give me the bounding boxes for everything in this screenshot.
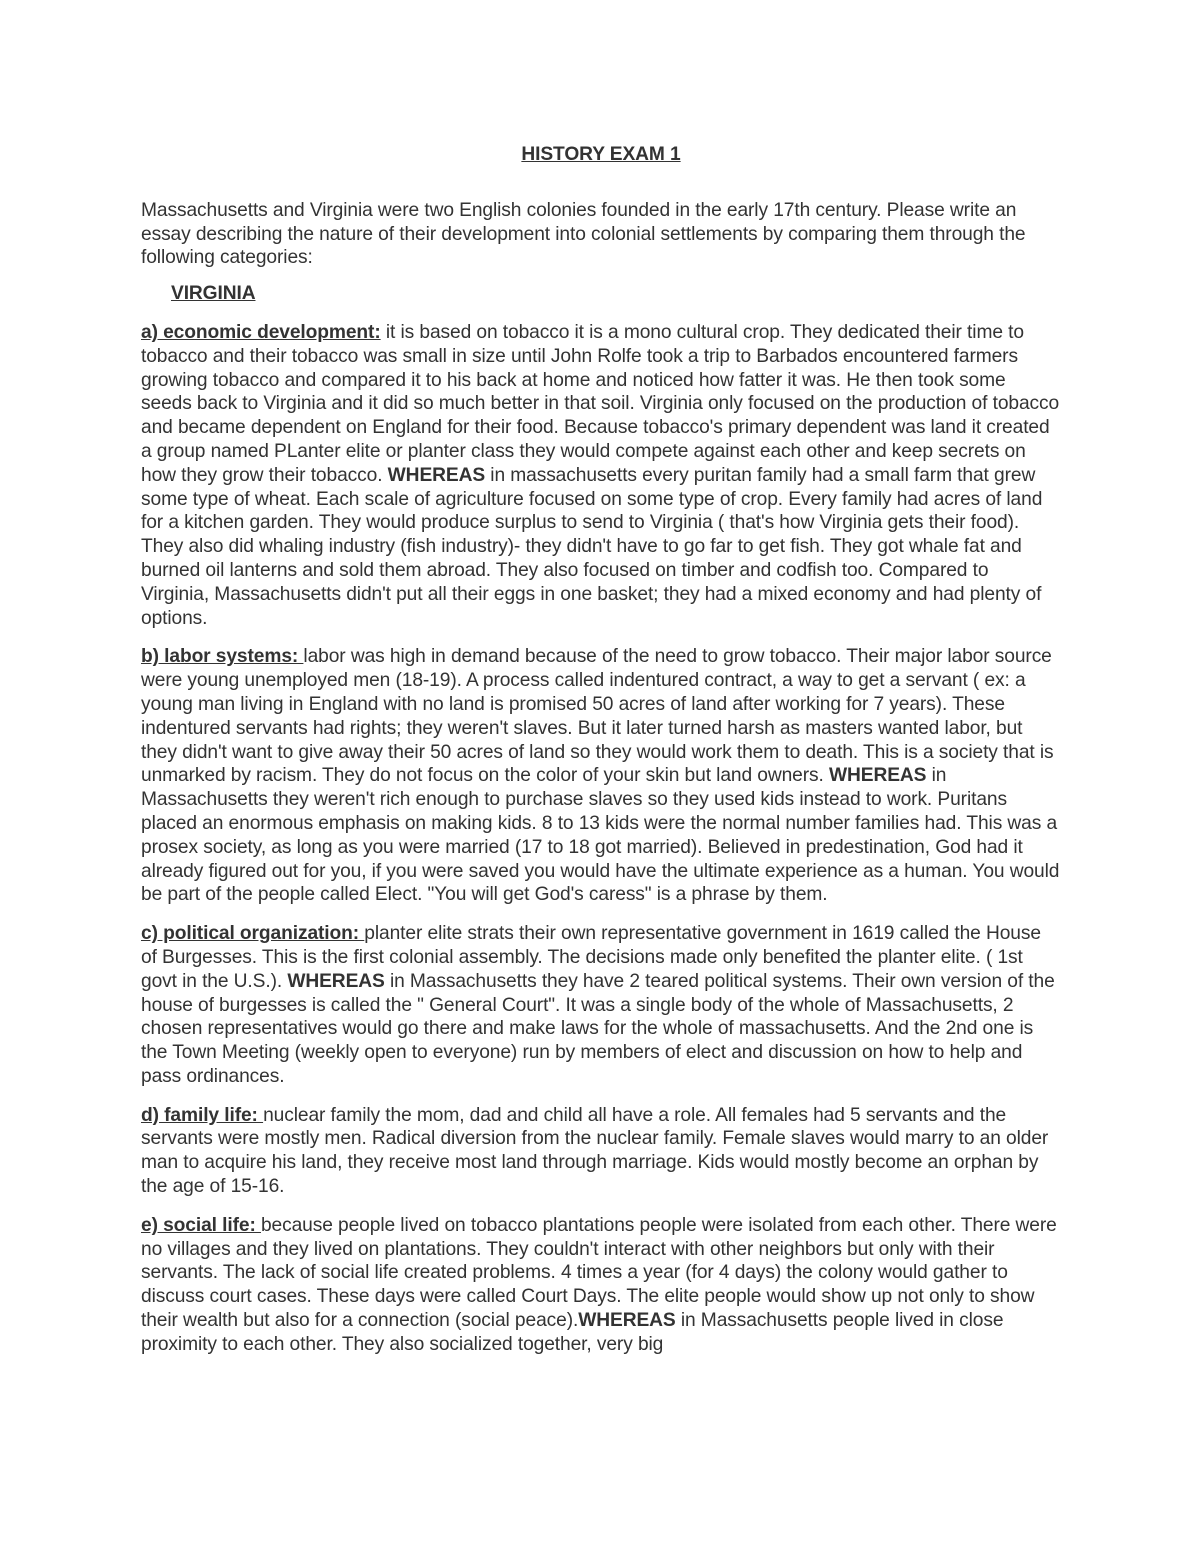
page-title: HISTORY EXAM 1	[521, 144, 681, 165]
category-label: b) labor systems:	[141, 646, 304, 668]
category-label: a) economic development:	[141, 321, 381, 343]
keyword-whereas: WHEREAS	[387, 464, 486, 486]
paragraph-text: planter elite strats their own representative government in 1619 called the House of Burgesses. This is the first colonial assembly. The decisions made only benefited the planter elite. ( 1st govt in the U.S.).	[141, 923, 1041, 992]
category-label: d) family life:	[141, 1104, 264, 1126]
section-heading-virginia: VIRGINIA	[171, 283, 256, 305]
paragraph-text: in Massachusetts they have 2 teared political systems. Their own version of the house of burgesses is called the " General Court". It was a single body of the whole of Massachusetts, 2 chosen representatives would go there and make laws for the whole of massachusetts. And the 2nd one is the Town Meeting (weekly open to everyone) run by members of elect and discussion on how to help and pass ordinances.	[141, 970, 1055, 1087]
keyword-whereas: WHEREAS	[578, 1310, 676, 1332]
paragraph-economic-development	[141, 321, 1061, 630]
paragraph-text: nuclear family the mom, dad and child all have a role. All females had 5 servants and the servants were mostly men. Radical diversion from the nuclear family. Female slaves would marry to an older man to acquire his land, they receive most land through marriage. Kids would mostly become an orphan by the age of 15-16.	[141, 1104, 1049, 1198]
paragraph-text: because people lived on tobacco plantations people were isolated from each other. There were no villages and they lived on plantations. They couldn't interact with other neighbors but only with their servants. The lack of social life created problems. 4 times a year (for 4 days) the colony would gather to discuss court cases. These days were called Court Days. The elite people would show up not only to show their wealth but also for a connection (social peace).	[141, 1214, 1057, 1332]
document-body	[141, 143, 1061, 1372]
paragraph-text: it is based on tobacco it is a mono cultural crop. They dedicated their time to tobacco and their tobacco was small in size until John Rolfe took a trip to Barbados encountered farmers growing tobacco and compared it to his back at home and noticed how fatter it was. He then took some seeds back to Virginia and it did so much better in that soil. Virginia only focused on the production of tobacco and became dependent on England for their food. Because tobacco's primary dependent was land it created a group named PLanter elite or planter class they would compete against each other and keep secrets on how they grow their tobacco.	[141, 321, 1060, 486]
paragraph-text: labor was high in demand because of the need to grow tobacco. Their major labor source were young unemployed men (18-19). A process called indentured contract, a way to get a servant ( ex: a young man living in England with no land is promised 50 acres of land after working for 7 years). These indentured servants had rights; they weren't slaves. But it later turned harsh as masters wanted labor, but they didn't want to give away their 50 acres of land so they would work them to death. This is a society that is unmarked by racism. They do not focus on the color of your skin but land owners.	[141, 646, 1054, 787]
paragraph-text: in massachusetts every puritan family had a small farm that grew some type of wheat. Each scale of agriculture focused on some type of crop. Every family had acres of land for a kitchen garden. They would produce surplus to send to Virginia ( that's how Virginia gets their food). They also did whaling industry (fish industry)- they didn't have to go far to get fish. They got whale fat and burned oil lanterns and sold them abroad. They also focused on timber and codfish too. Compared to Virginia, Massachusetts didn't put all their eggs in one basket; they had a mixed economy and had plenty of options.	[141, 464, 1043, 629]
keyword-whereas: WHEREAS	[828, 765, 927, 787]
intro-paragraph: Massachusetts and Virginia were two English colonies founded in the early 17th century. Please write an essay describing the nature of their development into colonial settlements by comparing them through the following categories:	[141, 199, 1026, 269]
paragraph-social-life	[141, 1214, 1061, 1357]
category-label: e) social life:	[141, 1214, 261, 1236]
paragraph-political-organization	[141, 922, 1061, 1089]
paragraph-family-life	[141, 1104, 1061, 1199]
paragraph-labor-systems	[141, 645, 1061, 907]
paragraph-text: in Massachusetts people lived in close proximity to each other. They also socialized together, very big	[141, 1310, 1004, 1355]
keyword-whereas: WHEREAS	[287, 970, 385, 992]
paragraph-text: in Massachusetts they weren't rich enough to purchase slaves so they used kids instead to work. Puritans placed an enormous emphasis on making kids. 8 to 13 kids were the normal number families had. This was a prosex society, as long as you were married (17 to 18 got married). Believed in predestination, God had it already figured out for you, if you were saved you would have the ultimate experience as a human. You would be part of the people called Elect. "You will get God's caress" is a phrase by them.	[141, 765, 1060, 906]
category-label: c) political organization:	[141, 923, 365, 945]
